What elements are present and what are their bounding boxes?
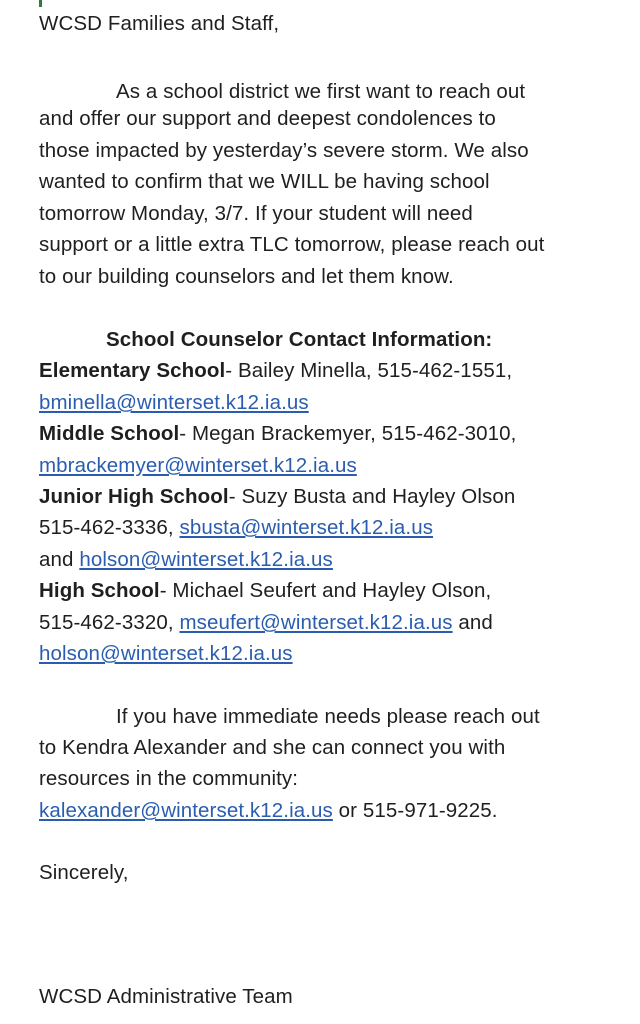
- high-and: and: [452, 611, 493, 634]
- kalexander-phone: or 515-971-9225.: [332, 799, 498, 822]
- elementary-contact: [39, 359, 512, 383]
- needs-line-2: to Kendra Alexander and she can connect you with: [39, 736, 506, 759]
- intro-line-7: to our building counselors and let them know.: [39, 265, 454, 288]
- kalexander-email-link[interactable]: kalexander@winterset.k12.ia.us: [39, 799, 333, 822]
- signature: WCSD Administrative Team: [39, 985, 293, 1008]
- high-contact: [39, 579, 491, 603]
- high-text: - Michael Seufert and Hayley Olson,: [159, 579, 492, 602]
- intro-line-4: wanted to confirm that we WILL be having school: [39, 170, 490, 193]
- middle-contact: [39, 422, 516, 446]
- intro-line-1: As a school district we first want to reach out: [116, 80, 526, 103]
- high-phone: 515-462-3320,: [39, 611, 180, 634]
- elementary-email-link[interactable]: bminella@winterset.k12.ia.us: [39, 391, 309, 414]
- needs-contact-row: [39, 799, 498, 823]
- top-edge-mark: [39, 0, 42, 7]
- junior-phone: 515-462-3336,: [39, 516, 180, 539]
- junior-phone-row: [39, 516, 433, 540]
- junior-email-link-2[interactable]: holson@winterset.k12.ia.us: [79, 548, 333, 571]
- needs-line-1: If you have immediate needs please reach out: [116, 705, 540, 728]
- high-label: High School: [39, 579, 160, 602]
- intro-line-3: those impacted by yesterday’s severe storm. We also: [39, 139, 529, 162]
- high-email-link-1[interactable]: mseufert@winterset.k12.ia.us: [179, 611, 453, 634]
- middle-email-link[interactable]: mbrackemyer@winterset.k12.ia.us: [39, 454, 357, 477]
- junior-and: and: [39, 548, 80, 571]
- junior-label: Junior High School: [39, 485, 229, 508]
- elementary-label: Elementary School: [39, 359, 226, 382]
- intro-line-2: and offer our support and deepest condolences to: [39, 107, 496, 130]
- junior-contact: [39, 485, 515, 509]
- middle-email-row: [39, 454, 357, 478]
- elementary-text: - Bailey Minella, 515-462-1551,: [225, 359, 513, 382]
- high-email-link-2[interactable]: holson@winterset.k12.ia.us: [39, 642, 293, 665]
- high-second-email-row: [39, 642, 293, 666]
- middle-label: Middle School: [39, 422, 180, 445]
- needs-line-3: resources in the community:: [39, 767, 299, 790]
- intro-line-5: tomorrow Monday, 3/7. If your student will need: [39, 202, 473, 225]
- middle-text: - Megan Brackemyer, 515-462-3010,: [179, 422, 517, 445]
- high-phone-row: [39, 611, 493, 635]
- junior-email-link-1[interactable]: sbusta@winterset.k12.ia.us: [179, 516, 434, 539]
- junior-second-email-row: [39, 548, 333, 572]
- intro-line-6: support or a little extra TLC tomorrow, please reach out: [39, 233, 545, 256]
- greeting: WCSD Families and Staff,: [39, 12, 280, 35]
- junior-text: - Suzy Busta and Hayley Olson: [228, 485, 516, 508]
- contact-heading: School Counselor Contact Information:: [106, 328, 493, 351]
- closing: Sincerely,: [39, 861, 129, 884]
- elementary-email-row: [39, 391, 309, 415]
